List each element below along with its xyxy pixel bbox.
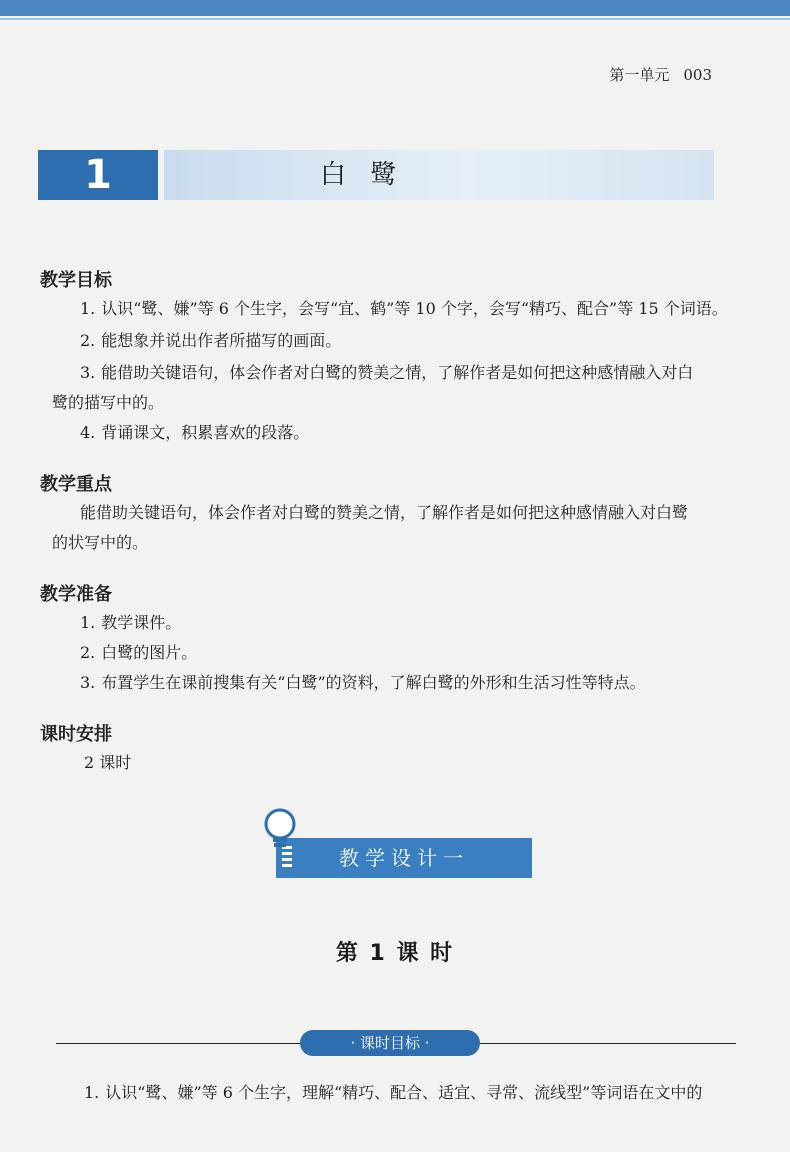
- page-number: 003: [683, 66, 712, 84]
- period-goal-1: 1. 认识“鹭、嫌”等 6 个生字，理解“精巧、配合、适宜、寻常、流线型”等词语在文中的: [84, 1083, 703, 1102]
- objective-3-cont: 鹭的描写中的。: [52, 393, 165, 412]
- preparation-1: 1. 教学课件。: [80, 613, 182, 632]
- lightbulb-icon: [262, 808, 298, 854]
- objective-1: 1. 认识“鹭、嫌”等 6 个生字，会写“宜、鹤”等 10 个字，会写“精巧、配合”等 15 个词语。: [80, 299, 728, 318]
- objective-4: 4. 背诵课文，积累喜欢的段落。: [80, 423, 310, 442]
- lesson-title: 白 鹭: [320, 160, 405, 190]
- lesson-number: 1: [38, 150, 158, 200]
- lesson-title-bar: [164, 150, 714, 200]
- schedule-value: 2 课时: [84, 753, 132, 772]
- design-title: 教学设计一: [339, 846, 469, 870]
- design-header: [262, 808, 532, 878]
- focus-line-2: 的状写中的。: [52, 533, 149, 552]
- objective-2: 2. 能想象并说出作者所描写的画面。: [80, 331, 342, 350]
- period-goal-badge: · 课时目标 ·: [300, 1030, 480, 1056]
- focus-line-1: 能借助关键语句，体会作者对白鹭的赞美之情，了解作者是如何把这种感情融入对白鹭: [80, 503, 689, 522]
- design-title-box: [276, 838, 532, 878]
- period-title: 第 1 课 时: [335, 941, 455, 966]
- section-title-schedule: 课时安排: [40, 724, 112, 745]
- preparation-2: 2. 白鹭的图片。: [80, 643, 198, 662]
- top-border: [0, 0, 790, 16]
- lesson-banner: [38, 150, 714, 200]
- unit-label: 第一单元: [609, 66, 670, 84]
- section-title-focus: 教学重点: [40, 474, 112, 495]
- objective-3: 3. 能借助关键语句，体会作者对白鹭的赞美之情，了解作者是如何把这种感情融入对白: [80, 363, 694, 382]
- preparation-3: 3. 布置学生在课前搜集有关“白鹭”的资料，了解白鹭的外形和生活习性等特点。: [80, 673, 646, 692]
- top-border-thin: [0, 18, 790, 20]
- running-head: [609, 64, 712, 85]
- section-title-objectives: 教学目标: [40, 270, 112, 291]
- section-title-preparation: 教学准备: [40, 584, 112, 605]
